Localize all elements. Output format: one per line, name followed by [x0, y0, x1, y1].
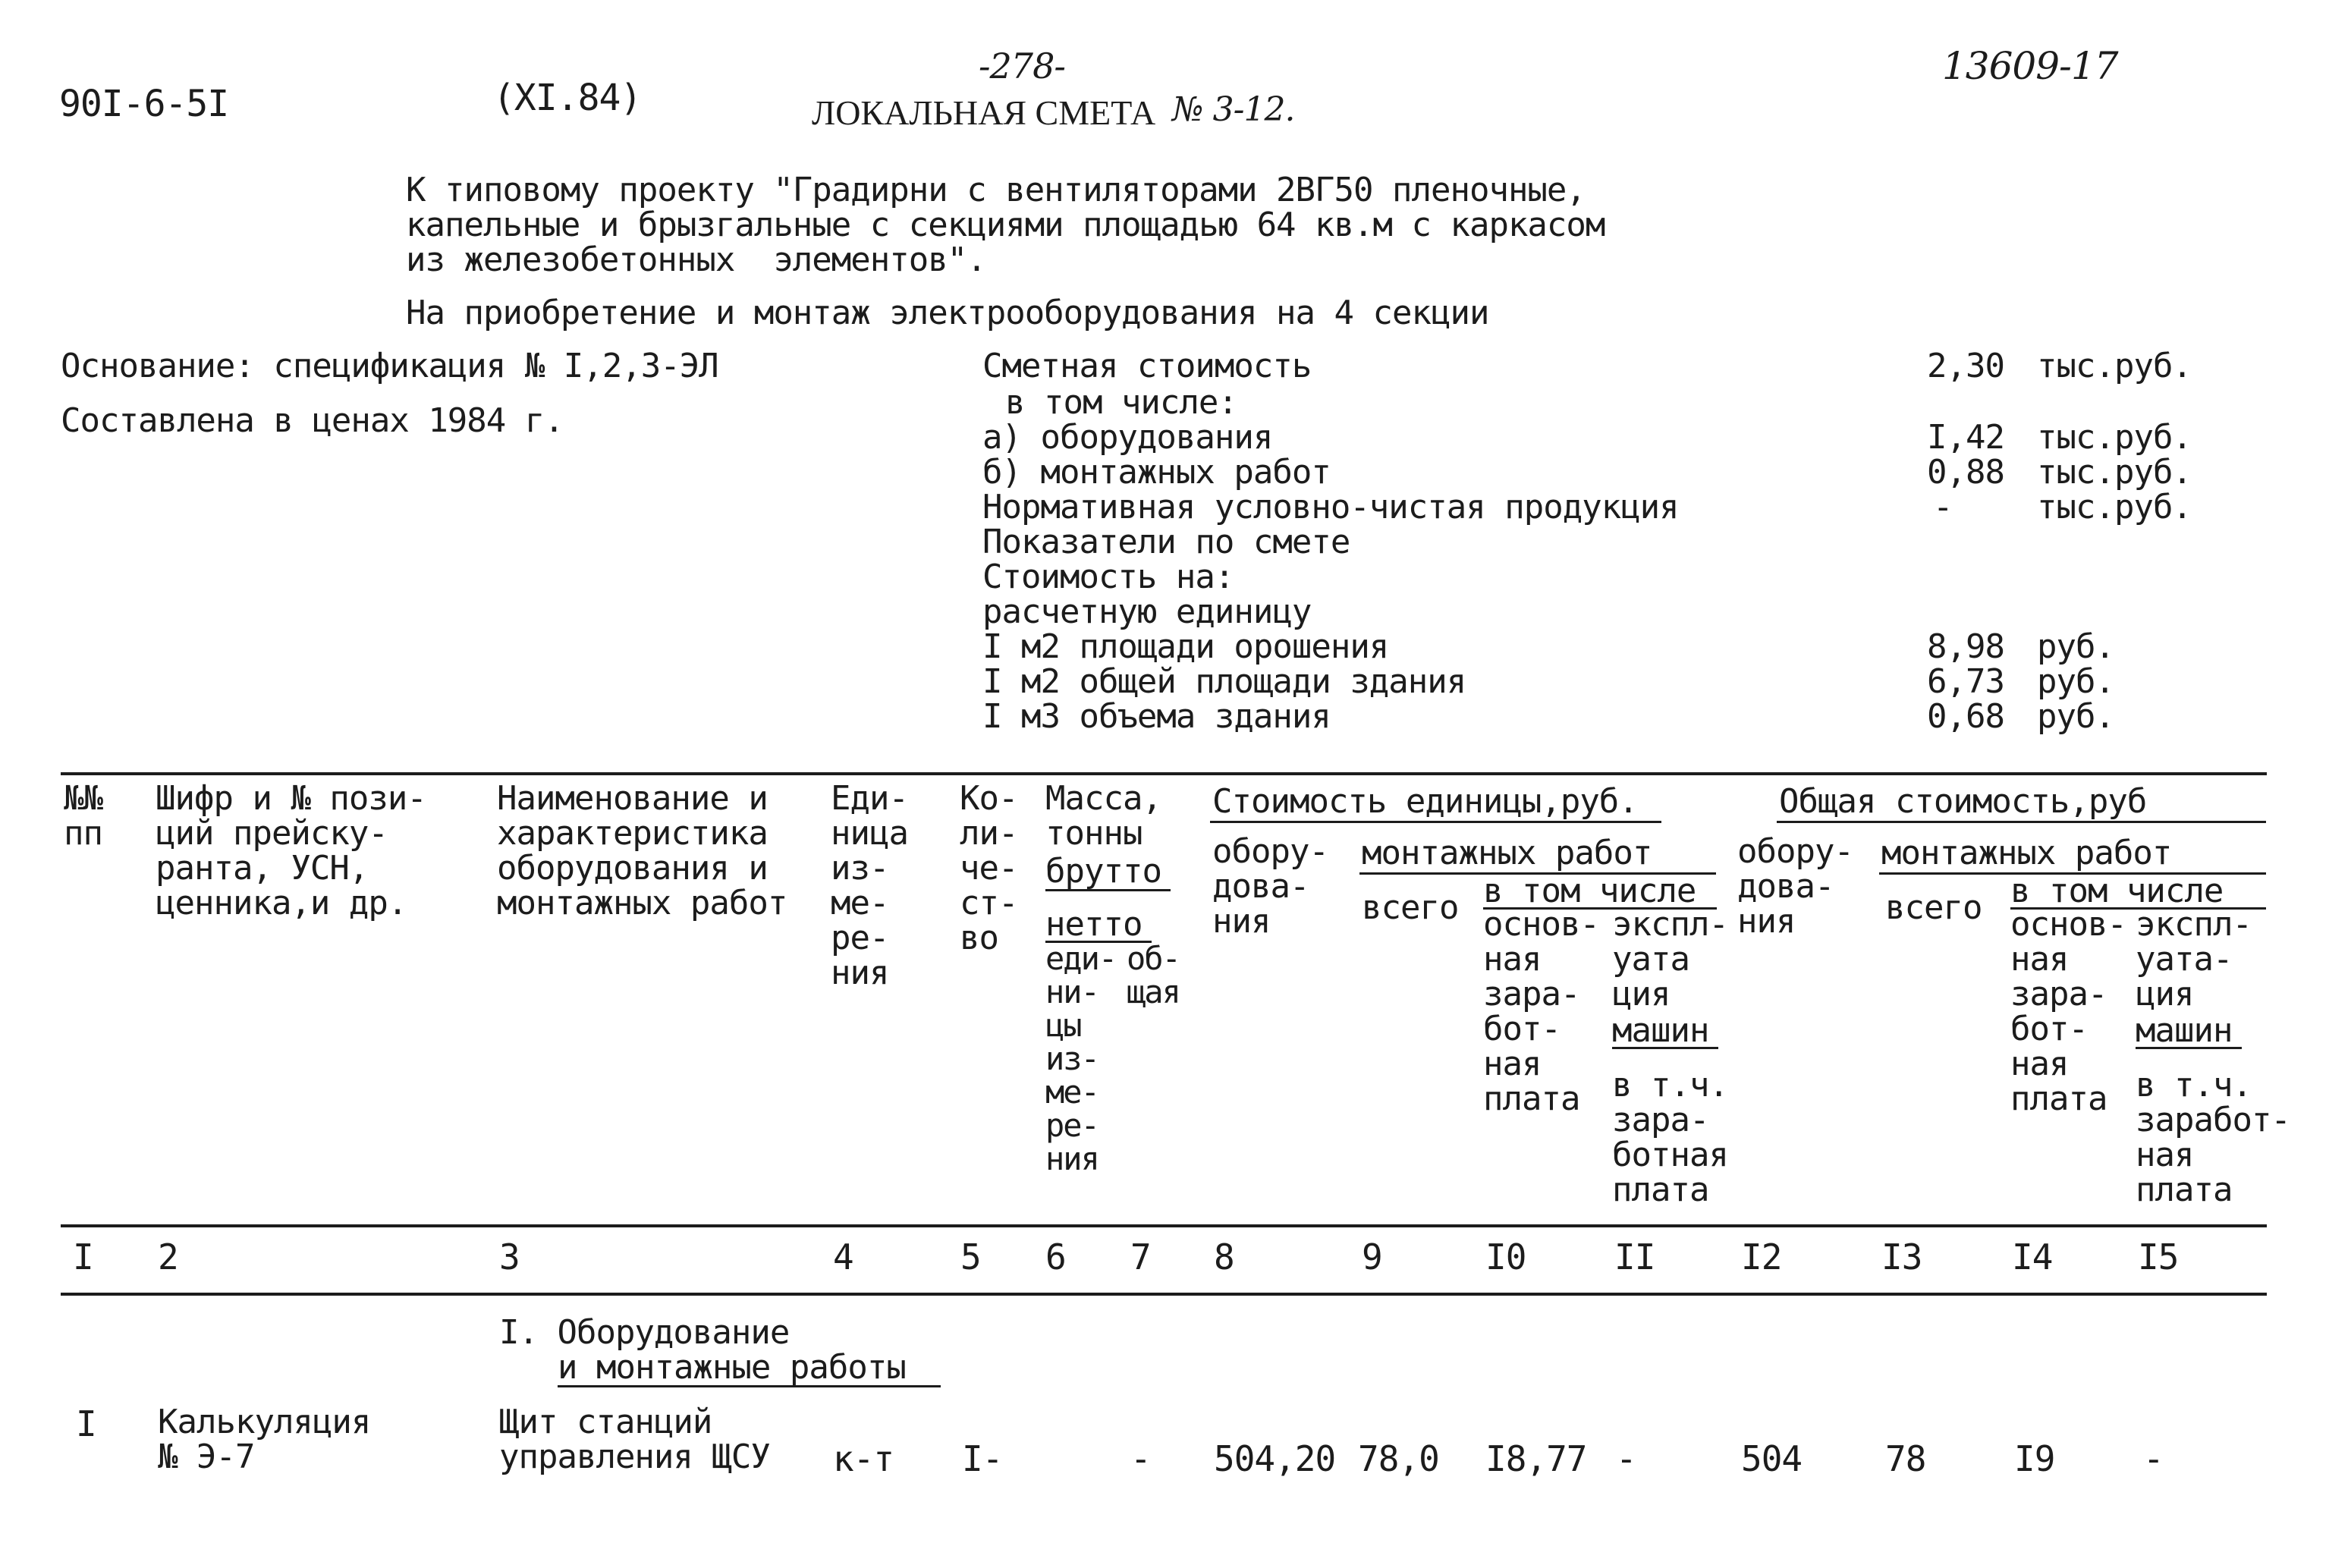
document-date: (XI.84)	[493, 77, 642, 119]
smeta-number: № 3-12.	[1172, 90, 1295, 129]
normative-label: Нормативная условно-чистая продукция	[982, 488, 1679, 526]
col-number: I4	[2012, 1236, 2053, 1277]
volume-label: I м3 объема здания	[982, 697, 1331, 736]
floor-area-unit: руб.	[2037, 662, 2114, 701]
including-label: в том числе:	[1005, 383, 1237, 422]
row-unit: к-т	[833, 1438, 894, 1479]
row-name: Щит станций управления ЩСУ	[499, 1403, 770, 1476]
header-unit-base-wage: основ- ная зара- бот- ная плата	[1483, 905, 1599, 1118]
header-total-all: всего	[1885, 888, 1982, 927]
normative-value: -	[1933, 488, 1953, 526]
section-title-underline	[558, 1385, 941, 1387]
page-number: -278-	[979, 46, 1065, 86]
installation-value: 0,88	[1927, 453, 2004, 492]
header-total-equipment: обору- дова- ния	[1737, 832, 1853, 941]
normative-unit: тыс.руб.	[2037, 488, 2192, 526]
table-top-rule	[61, 772, 2267, 775]
row-num: I	[76, 1403, 96, 1444]
irrigation-value: 8,98	[1927, 627, 2004, 666]
col-number: 9	[1362, 1236, 1382, 1277]
header-total-base-wage: основ- ная зара- бот- ная плата	[2010, 905, 2126, 1118]
volume-value: 0,68	[1927, 697, 2004, 736]
total-cost-label: Сметная стоимость	[982, 347, 1312, 385]
col-number: 8	[1214, 1236, 1234, 1277]
header-total-install: монтажных работ	[1881, 834, 2172, 872]
indicators-label: Показатели по смете	[982, 523, 1350, 561]
header-unit-install: монтажных работ	[1362, 834, 1652, 872]
header-unit: Еди- ница из- ме- ре- ния	[831, 779, 908, 992]
installation-unit: тыс.руб.	[2037, 453, 2192, 492]
header-num: №№ пп	[64, 779, 102, 853]
header-unit-equipment: обору- дова- ния	[1212, 832, 1328, 941]
header-name: Наименование и характеристика оборудования и монтажных работ	[497, 779, 787, 922]
row-install-unit: 78,0	[1358, 1438, 1439, 1479]
col-number: 3	[499, 1236, 520, 1277]
header-unit-all: всего	[1362, 888, 1459, 927]
col-number: 5	[960, 1236, 981, 1277]
col-number: I3	[1881, 1236, 1922, 1277]
cost-per-label: Стоимость на:	[982, 558, 1234, 596]
row-equip-total: 504	[1741, 1438, 1803, 1479]
row-mass-total: -	[1130, 1438, 1151, 1479]
total-cost-underline	[1777, 821, 2266, 823]
intro-line-3: из железобетонных элементов".	[406, 240, 986, 279]
header-total-cost: Общая стоимость,руб	[1779, 782, 2147, 821]
col-number: 6	[1045, 1236, 1066, 1277]
header-bottom-rule	[61, 1224, 2267, 1227]
row-mach-unit: -	[1616, 1438, 1636, 1479]
document-title: ЛОКАЛЬНАЯ СМЕТА	[812, 93, 1156, 132]
col-number: I5	[2138, 1236, 2179, 1277]
row-mach-total: -	[2143, 1438, 2164, 1479]
col-numbers-rule	[61, 1293, 2267, 1296]
unit-cost-underline	[1210, 821, 1661, 823]
header-total-including: в том числе	[2010, 872, 2224, 910]
total-cost-value: 2,30	[1927, 347, 2004, 385]
floor-area-label: I м2 общей площади здания	[982, 662, 1466, 701]
header-unit-machines-u: машин	[1612, 1011, 1709, 1050]
header-code: Шифр и № пози- ций прейску- ранта, УСН, ценника,и др.	[156, 779, 426, 922]
col-number: II	[1614, 1236, 1655, 1277]
basis-line-2: Составлена в ценах 1984 г.	[61, 401, 564, 440]
row-wage-total: I9	[2014, 1438, 2055, 1479]
equipment-unit: тыс.руб.	[2037, 418, 2192, 457]
row-install-total: 78	[1885, 1438, 1926, 1479]
document-code: 90I-6-5I	[59, 83, 229, 125]
header-total-machines-u: машин	[2136, 1011, 2233, 1050]
header-per-unit: еди- ни- цы из- ме- ре- ния	[1045, 940, 1117, 1177]
row-wage-unit: I8,77	[1485, 1438, 1587, 1479]
gross-underline	[1045, 889, 1171, 891]
header-unit-including: в том числе	[1483, 872, 1696, 910]
col-number: 2	[158, 1236, 178, 1277]
header-total-incl-wage: в т.ч. заработ- ная плата	[2136, 1066, 2290, 1209]
header-mass: Масса, тонны	[1045, 779, 1161, 853]
header-total-machines: экспл- уата- ция	[2136, 905, 2252, 1013]
col-number: 4	[833, 1236, 853, 1277]
total-machines-underline	[2136, 1047, 2242, 1049]
intro-purpose: На приобретение и монтаж электрооборудования на 4 секции	[406, 294, 1489, 332]
header-unit-machines: экспл- уата ция	[1612, 905, 1728, 1013]
equipment-value: I,42	[1927, 418, 2004, 457]
col-number: 7	[1130, 1236, 1151, 1277]
row-qty: I-	[962, 1438, 1003, 1479]
volume-unit: руб.	[2037, 697, 2114, 736]
header-total-mass: об- щая	[1127, 940, 1180, 1010]
intro-line-1: К типовому проекту "Градирни с вентиляторами 2ВГ50 пленочные,	[406, 171, 1586, 209]
row-code: Калькуляция № Э-7	[158, 1403, 371, 1476]
installation-label: б) монтажных работ	[982, 453, 1331, 492]
section-title-line-1: I. Оборудование	[499, 1313, 790, 1352]
floor-area-value: 6,73	[1927, 662, 2004, 701]
header-unit-incl-wage: в т.ч. зара- ботная плата	[1612, 1066, 1728, 1209]
header-unit-cost: Стоимость единицы,руб.	[1212, 782, 1638, 821]
equipment-label: а) оборудования	[982, 418, 1273, 457]
section-title-line-2: и монтажные работы	[558, 1348, 906, 1387]
header-qty: Ко- ли- че- ст- во	[960, 779, 1018, 957]
total-cost-unit: тыс.руб.	[2037, 347, 2192, 385]
col-number: I0	[1485, 1236, 1526, 1277]
irrigation-unit: руб.	[2037, 627, 2114, 666]
header-gross: брутто	[1045, 852, 1161, 891]
irrigation-label: I м2 площади орошения	[982, 627, 1389, 666]
intro-line-2: капельные и брызгальные с секциями площадью 64 кв.м с каркасом	[406, 206, 1605, 244]
unit-machines-underline	[1612, 1047, 1718, 1049]
row-equip-unit: 504,20	[1214, 1438, 1336, 1479]
col-number: I	[73, 1236, 93, 1277]
calc-unit-label: расчетную единицу	[982, 592, 1312, 631]
archive-stamp: 13609-17	[1942, 44, 2118, 88]
col-number: I2	[1741, 1236, 1782, 1277]
basis-line-1: Основание: спецификация № I,2,3-ЭЛ	[61, 347, 718, 385]
header-net: нетто	[1045, 905, 1142, 944]
